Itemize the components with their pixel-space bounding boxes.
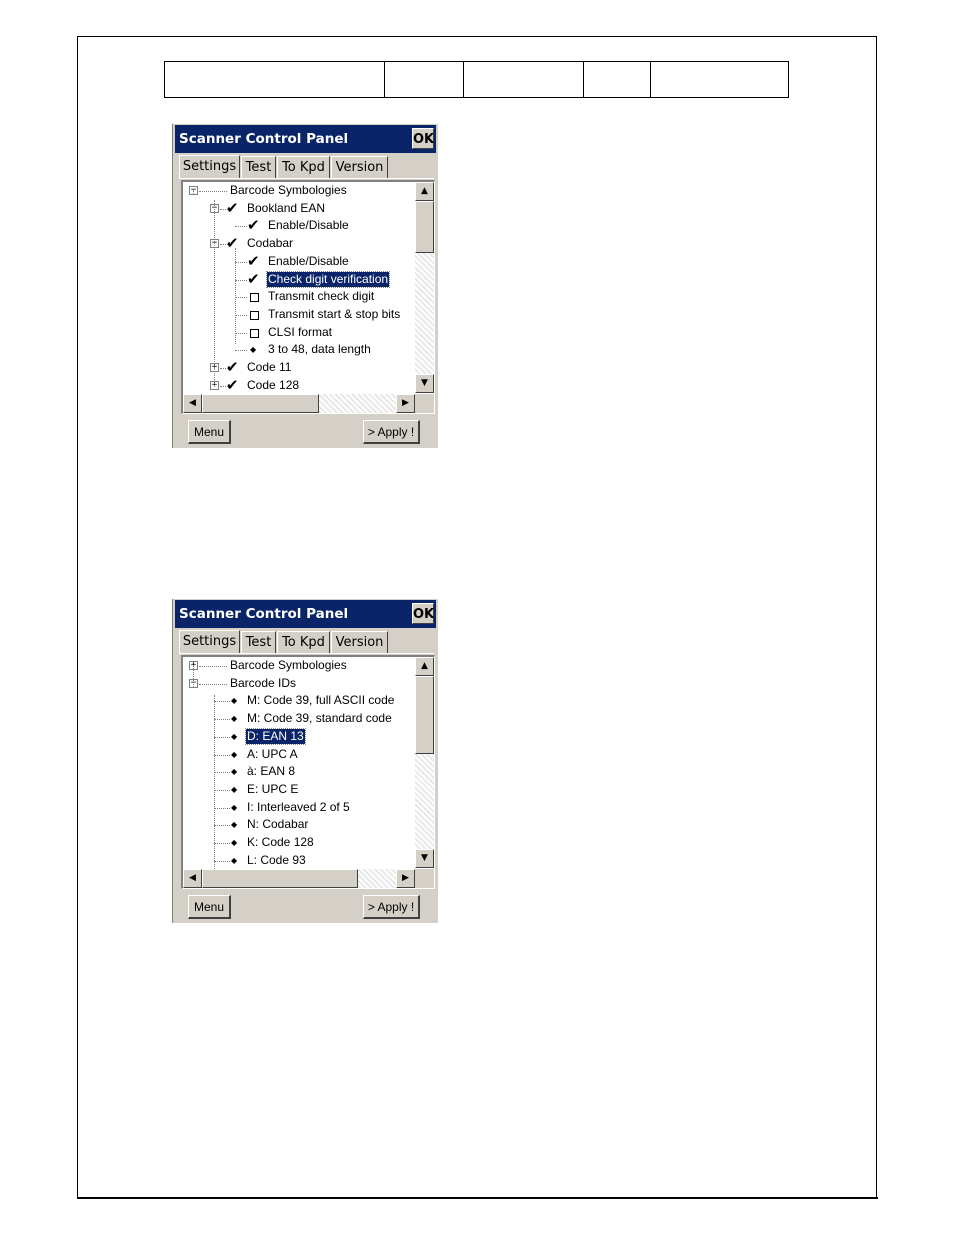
tree-item[interactable] [246,377,300,395]
tree-connector [214,825,230,826]
tree-item-label: K: Code 128 [247,835,314,849]
tree-item[interactable] [229,182,348,200]
header-cell [385,62,464,98]
check-icon[interactable]: ✔ [226,358,239,376]
tree-connector [214,843,230,844]
tree-item-label: Enable/Disable [268,253,349,268]
tree-item[interactable] [267,324,333,342]
scroll-left-button[interactable]: ◀ [183,869,202,888]
tree-connector [214,719,230,720]
header-table [164,61,789,98]
tree-guide [214,200,215,386]
tree-guide [214,695,215,871]
collapse-icon[interactable]: − [211,238,218,249]
tree-connector [235,226,247,227]
bullet-icon: ◆ [231,767,238,777]
tree-item-label: Barcode Symbologies [230,183,347,197]
tree-item[interactable] [246,781,299,799]
scanner-control-panel-window-2 [172,599,438,923]
tab-divider [179,653,434,654]
bullet-icon: ◆ [231,714,238,724]
tree-connector [235,315,247,316]
checkbox[interactable] [250,329,259,338]
bullet-icon: ◆ [250,345,257,355]
bullet-icon: ◆ [231,820,238,830]
tree-item-label: Transmit start & stop bits [268,306,401,321]
tree-item[interactable] [267,253,350,271]
settings-tree[interactable] [181,655,435,889]
header-cell [165,62,385,98]
tree-item-label: Code 128 [247,377,300,392]
check-icon[interactable]: ✔ [226,375,239,394]
tree-item[interactable] [246,816,309,834]
tab-divider [179,178,434,179]
vertical-scroll-thumb[interactable] [415,201,434,253]
tree-connector [199,684,227,685]
tree-connector [214,737,230,738]
tree-item-label: D: EAN 13 [247,728,304,743]
scrollbar-corner [415,394,434,413]
tab-version[interactable]: Version [331,631,388,653]
tree-item[interactable] [246,710,393,728]
tree-item-label: L: Code 93 [247,852,306,867]
tree-item-label: I: Interleaved 2 of 5 [247,799,350,814]
tab-version[interactable]: Version [331,156,388,178]
title-bar [175,125,436,153]
check-icon[interactable]: ✔ [247,251,260,270]
collapse-icon[interactable]: − [190,185,197,195]
horizontal-scroll-thumb[interactable] [202,869,358,888]
check-icon[interactable]: ✔ [247,269,260,288]
tree-item[interactable] [246,799,351,817]
window-title: Scanner Control Panel [179,606,349,622]
tree-item[interactable] [267,271,389,289]
tree-connector [214,701,230,702]
expand-icon[interactable]: + [211,362,218,372]
bullet-icon: ◆ [231,838,238,847]
apply-button[interactable]: > Apply ! [363,895,420,919]
scroll-left-button[interactable]: ◀ [183,394,202,413]
bullet-icon: ◆ [231,731,238,741]
tree-guide [193,665,194,687]
tree-item[interactable] [229,657,348,675]
settings-tree[interactable] [181,180,435,414]
tree-item[interactable] [246,728,305,746]
tree-connector [235,333,247,334]
tree-item[interactable] [246,852,307,870]
tree-connector [214,861,230,862]
tree-connector [235,297,247,298]
tab-test[interactable]: Test [241,156,276,178]
tree-item-label: à: EAN 8 [247,764,296,779]
tree-item-label: Enable/Disable [268,218,349,233]
vertical-scroll-thumb[interactable] [415,676,434,754]
scrollbar-corner [415,869,434,888]
checkbox[interactable] [250,311,259,320]
scroll-up-button[interactable]: ▲ [415,182,434,201]
footer-rule [77,1197,878,1199]
tree-item[interactable] [246,359,292,377]
tree-connector [214,755,230,756]
checkbox[interactable] [250,293,259,302]
collapse-icon[interactable]: − [190,677,197,688]
header-cell [584,62,651,98]
tree-item-label: Barcode Symbologies [230,658,347,672]
tree-connector [214,808,230,809]
vertical-scrollbar[interactable] [415,182,434,393]
scroll-down-button[interactable]: ▼ [415,849,434,868]
tree-item[interactable] [246,763,296,781]
scroll-right-button[interactable]: ▶ [396,394,415,413]
tree-item-label: Barcode IDs [230,675,297,690]
check-icon[interactable]: ✔ [247,216,260,235]
tree-connector [199,191,227,192]
tree-item-label: 3 to 48, data length [268,342,371,357]
tree-item-label: M: Code 39, full ASCII code [247,693,395,708]
tree-item-label: M: Code 39, standard code [247,711,392,726]
expand-icon[interactable]: + [211,379,218,390]
tree-item-label: E: UPC E [247,781,299,796]
tab-test[interactable]: Test [241,631,276,653]
menu-button[interactable]: Menu [188,420,231,444]
tree-connector [235,350,247,351]
tree-item[interactable] [267,288,375,306]
tree-item-label: CLSI format [268,324,333,339]
horizontal-scrollbar[interactable] [183,869,415,888]
bullet-icon: ◆ [231,696,238,706]
tree-item-label: Code 11 [247,360,292,374]
tree-item[interactable] [267,306,401,324]
tree-item[interactable] [246,746,299,764]
tree-connector [199,666,227,667]
tree-connector [235,280,247,281]
vertical-scrollbar[interactable] [415,657,434,868]
scroll-up-button[interactable]: ▲ [415,657,434,676]
scanner-control-panel-window-1 [172,124,438,448]
menu-button[interactable]: Menu [188,895,231,919]
expand-icon[interactable]: + [190,660,197,670]
tree-item[interactable] [246,834,315,852]
tree-item[interactable] [229,675,297,693]
tree-connector [235,262,247,263]
tab-settings[interactable]: Settings [179,155,240,179]
ok-button[interactable]: OK [412,603,434,624]
tree-connector [214,772,230,773]
tree-item-label: Transmit check digit [268,289,375,304]
header-cell [464,62,584,98]
check-icon[interactable]: ✔ [226,198,239,217]
tab-settings[interactable]: Settings [179,630,240,654]
tree-item[interactable] [267,217,350,235]
bullet-icon: ◆ [231,749,238,759]
bullet-icon: ◆ [231,855,238,865]
tree-guide [235,248,236,344]
check-icon[interactable]: ✔ [226,234,239,253]
header-cell [651,62,789,98]
scroll-down-button[interactable]: ▼ [415,374,434,393]
tree-item[interactable] [246,200,326,218]
tree-item-label: Check digit verification [268,271,389,286]
tab-to-kpd[interactable]: To Kpd [277,631,330,653]
tab-to-kpd[interactable]: To Kpd [277,156,330,178]
tree-connector [214,790,230,791]
horizontal-scroll-thumb[interactable] [202,394,319,413]
tree-item[interactable] [267,341,372,359]
scroll-right-button[interactable]: ▶ [396,869,415,888]
tree-item-label: N: Codabar [247,817,309,832]
header-table-row [165,62,789,98]
title-bar [175,600,436,628]
bullet-icon: ◆ [231,802,238,812]
horizontal-scrollbar[interactable] [183,394,415,413]
tree-item-label: A: UPC A [247,746,298,761]
bullet-icon: ◆ [231,784,238,794]
window-title: Scanner Control Panel [179,131,349,147]
collapse-icon[interactable]: − [211,202,218,213]
apply-button[interactable]: > Apply ! [363,420,420,444]
tree-item-label: Codabar [247,236,294,251]
tree-item-label: Bookland EAN [247,200,326,215]
tree-guide [193,190,194,194]
ok-button[interactable]: OK [412,128,434,149]
tree-item[interactable] [246,235,294,253]
tree-item[interactable] [246,692,395,710]
